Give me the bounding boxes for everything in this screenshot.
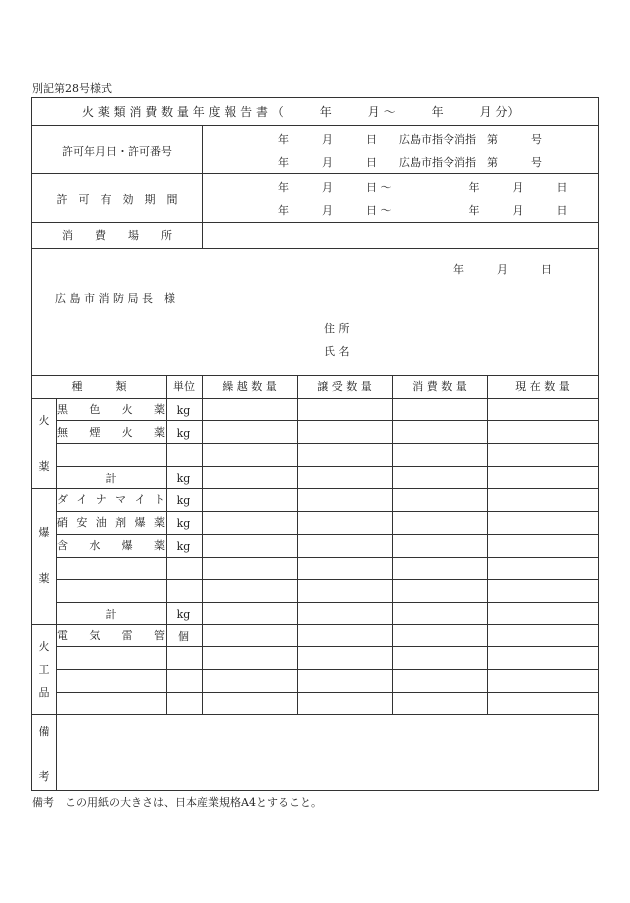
group-label-gunpowder: 火 bbox=[38, 414, 50, 427]
place-label: 消 費 場 所 bbox=[62, 229, 172, 242]
header-carryover: 繰 越 数 量 bbox=[222, 380, 277, 393]
divider bbox=[56, 534, 598, 535]
license-line-1: 年 月 日 広島市指令消指 第 号 bbox=[278, 133, 542, 146]
subtotal-label: 計 bbox=[105, 472, 117, 485]
item-char: ト bbox=[153, 493, 165, 506]
group-label-gunpowder-bottom: 薬 bbox=[38, 460, 50, 473]
addressee: 広 島 市 消 防 局 長 様 bbox=[55, 292, 175, 305]
divider bbox=[56, 692, 598, 693]
divider bbox=[32, 714, 598, 715]
item-char: 薬 bbox=[153, 516, 165, 529]
item-char: 爆 bbox=[134, 516, 146, 529]
header-unit: 単位 bbox=[173, 380, 195, 393]
divider bbox=[32, 488, 598, 489]
divider bbox=[56, 646, 598, 647]
group-label-explosives-bottom: 薬 bbox=[38, 572, 50, 585]
group-label-pyro-mid: 工 bbox=[38, 663, 50, 676]
address-label: 住 所 bbox=[324, 322, 350, 335]
item-name bbox=[57, 404, 165, 415]
divider bbox=[56, 714, 57, 791]
form-number: 別記第28号様式 bbox=[32, 82, 112, 95]
validity-label: 許 可 有 効 期 間 bbox=[56, 193, 178, 206]
divider bbox=[487, 375, 488, 714]
form-title: 火 薬 類 消 費 数 量 年 度 報 告 書 （ 年 月 〜 年 月 分） bbox=[82, 105, 520, 119]
item-char: 火 bbox=[121, 426, 133, 439]
item-char: 油 bbox=[95, 516, 107, 529]
subtotal-label: 計 bbox=[105, 608, 117, 621]
item-char: 薬 bbox=[153, 403, 165, 416]
item-char: 薬 bbox=[153, 539, 165, 552]
divider bbox=[32, 375, 598, 376]
subtotal-unit: kg bbox=[176, 472, 191, 485]
item-unit: kg bbox=[176, 404, 191, 417]
item-char: マ bbox=[115, 493, 127, 506]
item-char: 剤 bbox=[115, 516, 127, 529]
divider bbox=[56, 557, 598, 558]
validity-line-1: 年 月 日 〜 年 月 日 bbox=[278, 181, 568, 194]
item-char: ナ bbox=[95, 493, 107, 506]
divider bbox=[202, 125, 203, 248]
group-label-pyro-bottom: 品 bbox=[38, 686, 50, 699]
header-type: 種 類 bbox=[71, 380, 127, 393]
item-char: イ bbox=[134, 493, 146, 506]
divider bbox=[56, 420, 598, 421]
item-char: 薬 bbox=[153, 426, 165, 439]
item-unit: kg bbox=[176, 517, 191, 530]
item-name bbox=[57, 427, 165, 438]
item-char: 含 bbox=[57, 539, 68, 552]
item-char: 爆 bbox=[121, 539, 133, 552]
divider bbox=[297, 375, 298, 714]
footnote: 備考 この用紙の大きさは、日本産業規格A4とすること。 bbox=[32, 796, 322, 809]
header-current: 現 在 数 量 bbox=[515, 380, 570, 393]
header-received: 譲 受 数 量 bbox=[317, 380, 372, 393]
item-name bbox=[57, 630, 165, 641]
group-label-pyro: 火 bbox=[38, 640, 50, 653]
group-label-explosives: 爆 bbox=[38, 526, 50, 539]
divider bbox=[32, 125, 598, 126]
item-char: 色 bbox=[89, 403, 101, 416]
header-consumed: 消 費 数 量 bbox=[412, 380, 467, 393]
report-date: 年 月 日 bbox=[453, 263, 552, 276]
item-unit: 個 bbox=[178, 630, 189, 643]
item-char: イ bbox=[76, 493, 88, 506]
divider bbox=[392, 375, 393, 714]
item-char: 雷 bbox=[121, 629, 133, 642]
divider bbox=[32, 624, 598, 625]
item-name bbox=[57, 540, 165, 551]
divider bbox=[56, 466, 598, 467]
item-char: 水 bbox=[89, 539, 101, 552]
divider bbox=[56, 398, 57, 714]
divider bbox=[32, 248, 598, 249]
item-char: 硝 bbox=[57, 516, 68, 529]
divider bbox=[32, 222, 598, 223]
item-unit: kg bbox=[176, 494, 191, 507]
name-label: 氏 名 bbox=[324, 345, 350, 358]
subtotal-unit: kg bbox=[176, 608, 191, 621]
divider bbox=[56, 669, 598, 670]
item-char: 気 bbox=[89, 629, 101, 642]
divider bbox=[32, 398, 598, 399]
divider bbox=[56, 602, 598, 603]
item-name bbox=[57, 517, 165, 528]
item-char: 火 bbox=[121, 403, 133, 416]
item-char: ダ bbox=[57, 493, 68, 506]
license-line-2: 年 月 日 広島市指令消指 第 号 bbox=[278, 156, 542, 169]
item-char: 電 bbox=[57, 629, 68, 642]
item-char: 無 bbox=[57, 426, 68, 439]
item-char: 安 bbox=[76, 516, 88, 529]
license-label: 許可年月日・許可番号 bbox=[62, 145, 172, 158]
item-unit: kg bbox=[176, 427, 191, 440]
item-char: 管 bbox=[153, 629, 165, 642]
divider bbox=[32, 173, 598, 174]
divider bbox=[202, 375, 203, 714]
validity-line-2: 年 月 日 〜 年 月 日 bbox=[278, 204, 568, 217]
item-char: 黒 bbox=[57, 403, 68, 416]
divider bbox=[56, 579, 598, 580]
item-unit: kg bbox=[176, 540, 191, 553]
divider bbox=[56, 511, 598, 512]
divider bbox=[56, 443, 598, 444]
remarks-label: 備 bbox=[38, 725, 50, 738]
item-name bbox=[57, 494, 165, 505]
item-char: 煙 bbox=[89, 426, 101, 439]
remarks-label-bottom: 考 bbox=[38, 770, 50, 783]
